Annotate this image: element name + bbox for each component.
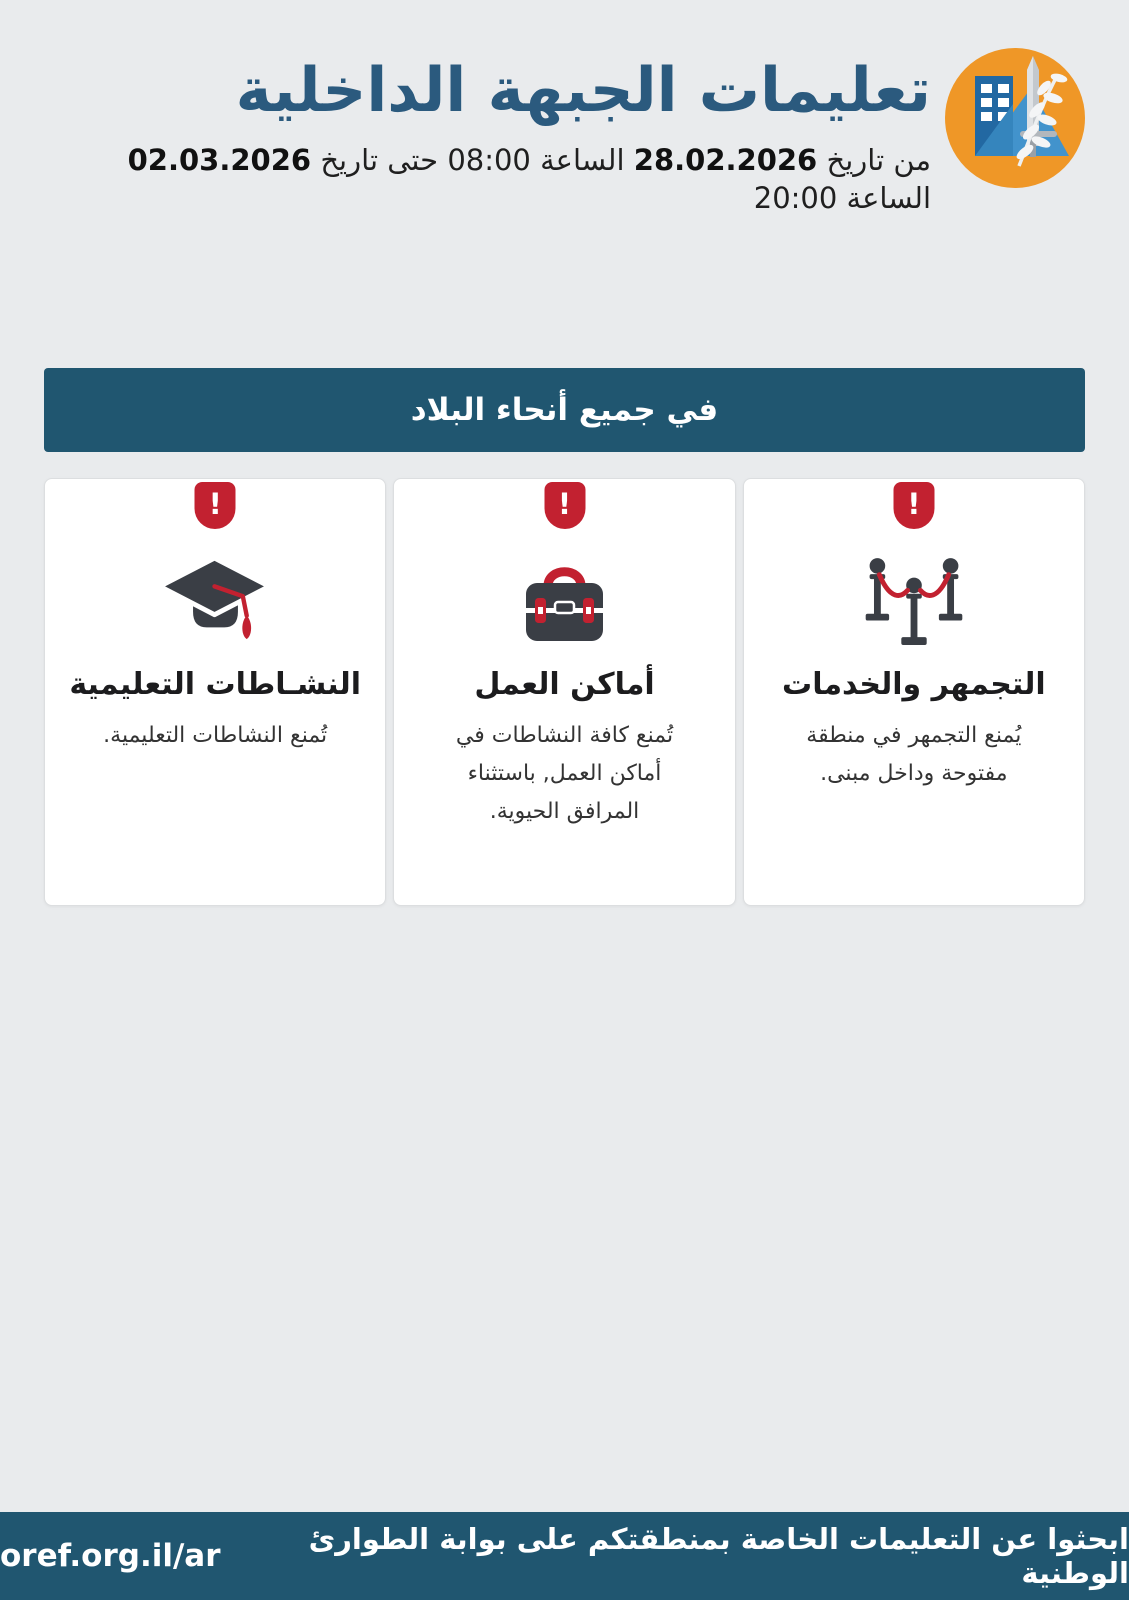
home-front-command-logo-icon: [945, 48, 1085, 188]
stanchion-rope-icon: [744, 551, 1084, 651]
page-title: تعليمات الجبهة الداخلية: [235, 55, 931, 126]
card-title: التجمهر والخدمات: [782, 667, 1046, 702]
region-banner-label: في جميع أنحاء البلاد: [410, 392, 719, 428]
date-range: [44, 142, 931, 217]
header-text-block: [44, 48, 931, 218]
exclamation-icon: !: [208, 487, 222, 521]
card-description: يُمنع التجمهر في منطقة مفتوحة وداخل مبنى.: [806, 723, 1022, 786]
graduation-cap-icon: [45, 551, 385, 651]
instruction-card-workplaces: [393, 478, 735, 906]
footer-bar: [0, 1512, 1129, 1600]
date-range-part1: من تاريخ: [826, 143, 931, 178]
card-title: أماكن العمل: [474, 667, 655, 702]
region-banner: [44, 368, 1085, 452]
date-range-part3: الساعة 20:00: [753, 181, 931, 216]
alert-badge: [544, 482, 585, 529]
exclamation-icon: !: [557, 487, 572, 521]
exclamation-icon: !: [907, 487, 921, 521]
card-description: تُمنع كافة النشاطات في أماكن العمل, باستثناء المرافق الحيوية.: [455, 723, 674, 824]
date-range-part2: الساعة 08:00 حتى تاريخ: [320, 143, 625, 178]
date-to: 02.03.2026: [127, 143, 312, 178]
briefcase-icon: [394, 551, 734, 651]
footer-url: oref.org.il/ar: [0, 1538, 221, 1574]
instruction-card-gatherings: [743, 478, 1085, 906]
header: [44, 48, 1085, 218]
instruction-card-education: [44, 478, 386, 906]
instructions-cards-row: [44, 478, 1085, 906]
date-from: 28.02.2026: [633, 143, 818, 178]
footer-text: ابحثوا عن التعليمات الخاصة بمنطقتكم على بوابة الطوارئ الوطنية: [308, 1522, 1129, 1590]
card-description: تُمنع النشاطات التعليمية.: [103, 723, 328, 748]
card-title: النشـاطات التعليمية: [69, 667, 362, 702]
alert-badge: [195, 482, 236, 529]
alert-badge: [893, 482, 934, 529]
